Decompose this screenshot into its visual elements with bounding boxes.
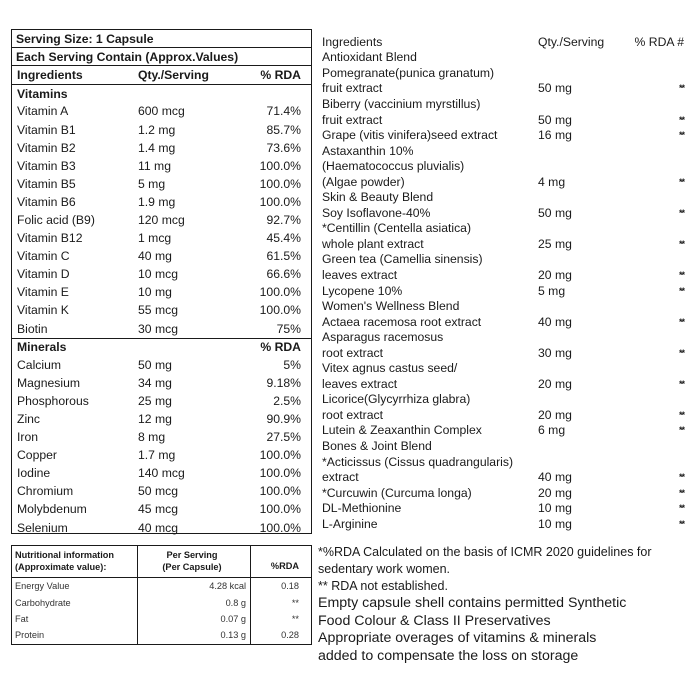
ingredient-row-qty: 20 mg [538,485,572,500]
mineral-row-name: Calcium [17,357,62,372]
ingredient-row-name: Grape (vitis vinifera)seed extract [322,128,498,143]
ingredient-row-qty: 40 mg [538,470,572,485]
ingredients-header [322,34,684,50]
ingredient-row-name: Bones & Joint Blend [322,438,432,453]
mineral-row [12,464,311,482]
mineral-row-name: Copper [17,448,57,463]
nutrition-label-line1: Nutritional information [15,550,115,560]
mineral-row-qty: 140 mcg [138,466,185,481]
vitamins-section-header [12,84,311,102]
vitamin-row-name: Folic acid (B9) [17,212,95,227]
ingredient-row-name: Lycopene 10% [322,283,403,298]
nutrition-row-name: Energy Value [12,578,138,594]
ingredient-row [322,96,684,112]
mineral-row [12,392,311,410]
minerals-section-header [12,338,311,356]
nutrition-rows [12,578,311,644]
nutrition-row [12,578,311,594]
ingredient-row [322,345,684,361]
ingredient-row-rda: ** [678,425,684,436]
vitamin-row-rda: 100.0% [259,303,301,318]
mineral-row-name: Iron [17,430,39,445]
mineral-row-name: Magnesium [17,375,80,390]
mineral-row-qty: 40 mcg [138,520,178,535]
mineral-row [12,519,311,537]
ingredient-row [322,407,684,423]
mineral-row-rda: 2.5% [273,393,301,408]
mineral-row-rda: 100.0% [259,448,301,463]
rda-note-line1: *%RDA Calculated on the basis of ICMR 2020 guidelines for [318,545,652,559]
facts-column-header [12,66,311,84]
vitamin-row-qty: 1.9 mg [138,194,176,209]
ingredient-row [322,127,684,143]
ingredient-row-qty: 5 mg [538,283,566,298]
ingredient-row [322,143,684,159]
nutrition-row-value: 0.13 g [138,627,251,643]
minerals-label: Minerals [17,340,67,355]
ingredient-row [322,438,684,454]
per-serving-line2: (Per Capsule) [162,562,222,572]
mineral-row-qty: 25 mg [138,393,172,408]
nutrition-row-value: 4.28 kcal [138,578,251,594]
ingredient-row [322,329,684,345]
ingredient-row-name: Licorice(Glycyrrhiza glabra) [322,392,471,407]
vitamin-row-qty: 11 mg [138,158,171,173]
ingredient-row-name: L-Arginine [322,516,378,531]
ingredient-row [322,252,684,268]
capsule-note-line2: Food Colour & Class II Preservatives [318,612,551,629]
ingredients-header-name: Ingredients [322,34,383,49]
vitamin-row-rda: 100.0% [259,194,301,209]
vitamin-row-rda: 92.7% [266,212,301,227]
mineral-row [12,428,311,446]
vitamin-row-name: Vitamin A [17,104,69,119]
supplement-facts-table [11,29,312,534]
vitamin-row-rda: 66.6% [266,267,301,282]
ingredient-row-name: *Acticissus (Cissus quadrangularis) [322,454,514,469]
ingredient-row [322,500,684,516]
vitamin-row [12,320,311,338]
mineral-row-qty: 34 mg [138,375,172,390]
ingredient-row [322,65,684,81]
vitamin-row-qty: 600 mcg [138,104,185,119]
ingredient-row-name: fruit extract [322,112,383,127]
mineral-row-name: Phosphorous [17,393,89,408]
nutrition-row [12,611,311,627]
ingredient-row [322,236,684,252]
mineral-row-rda: 9.18% [266,375,301,390]
vitamin-row [12,265,311,283]
vitamin-row [12,139,311,157]
ingredient-row-name: Skin & Beauty Blend [322,190,434,205]
ingredient-row-qty: 40 mg [538,314,572,329]
vitamin-row [12,120,311,138]
ingredient-row [322,469,684,485]
ingredient-row-rda: ** [678,207,684,218]
vitamin-row-name: Vitamin K [17,303,69,318]
ingredient-row-qty: 20 mg [538,407,572,422]
ingredient-row [322,158,684,174]
ingredient-row-rda: ** [678,130,684,141]
vitamin-row [12,157,311,175]
vitamin-row-rda: 73.6% [266,140,301,155]
ingredient-row [322,360,684,376]
mineral-row-qty: 50 mg [138,357,172,372]
vitamin-row-name: Vitamin B12 [17,231,83,246]
ingredient-row [322,112,684,128]
vitamin-row-qty: 55 mcg [138,303,178,318]
nutrition-row [12,594,311,610]
vitamin-row-name: Biotin [17,321,48,336]
ingredient-row-name: extract [322,470,359,485]
mineral-row-rda: 90.9% [266,412,301,427]
ingredient-row-name: DL-Methionine [322,501,402,516]
vitamin-row-rda: 100.0% [259,176,301,191]
ingredient-row-name: root extract [322,345,383,360]
mineral-row [12,374,311,392]
vitamin-row-rda: 100.0% [259,158,301,173]
mineral-row-rda: 100.0% [259,466,301,481]
ingredient-row-rda: ** [678,378,684,389]
vitamin-row [12,211,311,229]
ingredient-row-rda: ** [678,472,684,483]
nutrition-row-name: Protein [12,627,138,643]
ingredient-row-name: Soy Isoflavone-40% [322,205,431,220]
capsule-note-line1: Empty capsule shell contains permitted Synthetic [318,595,627,611]
ingredient-row-name: Lutein & Zeaxanthin Complex [322,423,482,438]
vitamin-row-name: Vitamin B1 [17,122,76,137]
rda-note-line2: sedentary work women. [318,562,451,576]
vitamin-row [12,193,311,211]
not-established-note: ** RDA not established. [318,579,448,593]
ingredient-row-name: (Haematococcus pluvialis) [322,159,465,174]
ingredient-row-name: *Curcuwin (Curcuma longa) [322,485,472,500]
ingredient-row [322,314,684,330]
vitamin-row-name: Vitamin E [17,285,69,300]
per-serving-label [138,546,251,577]
mineral-row-qty: 1.7 mg [138,448,176,463]
vitamin-row-name: Vitamin D [17,267,70,282]
ingredient-row-name: Asparagus racemosus [322,330,444,345]
ingredient-row-name: *Centillin (Centella asiatica) [322,221,472,236]
ingredient-row-name: Astaxanthin 10% [322,143,414,158]
vitamin-row-qty: 1 mcg [138,231,172,246]
ingredient-row-name: Vitex agnus castus seed/ [322,361,458,376]
ingredient-row-name: leaves extract [322,267,398,282]
ingredient-row-qty: 50 mg [538,112,572,127]
ingredient-row-name: Women's Wellness Blend [322,299,460,314]
ingredient-row [322,392,684,408]
vitamin-row-name: Vitamin B6 [17,194,76,209]
vitamin-row-qty: 10 mg [138,285,172,300]
mineral-row [12,410,311,428]
nutrition-row-name: Fat [12,611,138,627]
ingredient-row-qty: 4 mg [538,174,566,189]
nutrition-row-rda: 0.18 [281,581,299,592]
mineral-row-rda: 27.5% [266,430,301,445]
ingredient-row-qty: 16 mg [538,128,572,143]
nutrition-row-rda: ** [291,613,299,624]
ingredient-row-qty: 6 mg [538,423,566,438]
ingredient-row-name: whole plant extract [322,236,424,251]
mineral-row-qty: 12 mg [138,412,172,427]
nutrition-row-value: 0.07 g [138,611,251,627]
ingredient-row [322,81,684,97]
ingredients-header-rda: % RDA # [634,34,684,49]
nutrition-info-table [11,545,312,645]
ingredient-row-rda: ** [678,114,684,125]
vitamins-list [12,102,311,337]
nutrition-rda-label: %RDA [270,561,299,571]
vitamin-row-rda: 85.7% [266,122,301,137]
ingredient-row [322,283,684,299]
mineral-row [12,356,311,374]
vitamin-row-qty: 1.4 mg [138,140,176,155]
per-serving-line1: Per Serving [166,550,218,560]
vitamin-row-qty: 120 mcg [138,212,185,227]
ingredient-row-rda: ** [678,503,684,514]
vitamin-row [12,247,311,265]
footnotes [318,544,688,665]
mineral-row-rda: 100.0% [259,502,301,517]
vitamin-row [12,283,311,301]
ingredient-row-name: fruit extract [322,81,383,96]
mineral-row [12,500,311,518]
vitamin-row-qty: 10 mcg [138,267,178,282]
ingredient-row-rda: ** [678,83,684,94]
header-rda: % RDA [260,68,301,83]
nutrition-label-line2: (Approximate value): [15,562,107,572]
ingredient-row-qty: 25 mg [538,236,572,251]
ingredient-row-rda: ** [678,347,684,358]
ingredient-row [322,205,684,221]
ingredient-row-qty: 30 mg [538,345,572,360]
ingredient-row-name: leaves extract [322,376,398,391]
nutrition-label [12,546,138,577]
ingredient-row-qty: 20 mg [538,267,572,282]
vitamin-row-rda: 71.4% [266,104,301,119]
ingredient-row-name: root extract [322,407,383,422]
nutrition-row [12,627,311,643]
vitamin-row-rda: 75% [276,321,301,336]
vitamin-row [12,229,311,247]
mineral-row-name: Iodine [17,466,51,481]
mineral-row [12,482,311,500]
ingredient-row-rda: ** [678,487,684,498]
mineral-row-rda: 5% [283,357,301,372]
ingredient-row [322,423,684,439]
vitamin-row-name: Vitamin B5 [17,176,76,191]
mineral-row-rda: 100.0% [259,520,301,535]
vitamin-row-qty: 40 mg [138,249,172,264]
vitamin-row [12,175,311,193]
nutrition-row-rda: ** [291,597,299,608]
vitamin-row-rda: 100.0% [259,285,301,300]
ingredient-row-qty: 10 mg [538,501,572,516]
overage-note-line2: added to compensate the loss on storage [318,647,579,664]
vitamin-row [12,102,311,120]
ingredient-row-name: Pomegranate(punica granatum) [322,65,495,80]
ingredient-row-rda: ** [678,316,684,327]
ingredient-row-rda: ** [678,285,684,296]
nutrition-header [12,546,311,578]
ingredients-rows [322,50,684,532]
ingredients-header-qty: Qty./Serving [538,34,605,49]
ingredient-row [322,516,684,532]
vitamins-label: Vitamins [17,86,68,101]
ingredients-list [322,34,684,532]
ingredient-row-name: Green tea (Camellia sinensis) [322,252,483,267]
ingredient-row [322,454,684,470]
mineral-row-qty: 45 mcg [138,502,178,517]
mineral-row-name: Molybdenum [17,502,87,517]
mineral-row-name: Chromium [17,484,74,499]
serving-size: Serving Size: 1 Capsule [12,30,311,48]
ingredient-row-qty: 50 mg [538,81,572,96]
minerals-list [12,356,311,537]
ingredient-row [322,376,684,392]
mineral-row-rda: 100.0% [259,484,301,499]
ingredient-row-name: (Algae powder) [322,174,405,189]
ingredient-row-name: Biberry (vaccinium myrstillus) [322,96,481,111]
ingredient-row-qty: 20 mg [538,376,572,391]
nutrition-row-name: Carbohydrate [12,594,138,610]
header-qty: Qty./Serving [138,68,209,83]
ingredient-row-rda: ** [678,518,684,529]
ingredient-row-rda: ** [678,269,684,280]
vitamin-row-qty: 1.2 mg [138,122,176,137]
ingredient-row [322,174,684,190]
vitamin-row-name: Vitamin C [17,249,70,264]
nutrition-row-rda: 0.28 [281,630,299,641]
ingredient-row [322,298,684,314]
header-ingredient: Ingredients [17,68,83,83]
minerals-rda-label: % RDA [260,340,301,355]
overage-note-line1: Appropriate overages of vitamins & minerals [318,630,597,646]
mineral-row-name: Selenium [17,520,68,535]
ingredient-row-qty: 50 mg [538,205,572,220]
ingredient-row-qty: 10 mg [538,516,572,531]
ingredient-row [322,50,684,66]
mineral-row-qty: 8 mg [138,430,166,445]
ingredient-row-rda: ** [678,238,684,249]
ingredient-row [322,485,684,501]
ingredient-row-rda: ** [678,409,684,420]
ingredient-row-name: Actaea racemosa root extract [322,314,482,329]
ingredient-row [322,267,684,283]
ingredient-row [322,189,684,205]
mineral-row-name: Zinc [17,412,41,427]
nutrition-row-value: 0.8 g [138,594,251,610]
vitamin-row-qty: 5 mg [138,176,166,191]
mineral-row [12,446,311,464]
vitamin-row-name: Vitamin B3 [17,158,76,173]
vitamin-row [12,301,311,319]
ingredient-row-rda: ** [678,176,684,187]
ingredient-row [322,221,684,237]
ingredient-row-name: Antioxidant Blend [322,50,417,65]
vitamin-row-rda: 45.4% [266,231,301,246]
mineral-row-qty: 50 mcg [138,484,178,499]
serving-contain: Each Serving Contain (Approx.Values) [12,48,311,66]
vitamin-row-qty: 30 mcg [138,321,178,336]
vitamin-row-name: Vitamin B2 [17,140,76,155]
vitamin-row-rda: 61.5% [266,249,301,264]
